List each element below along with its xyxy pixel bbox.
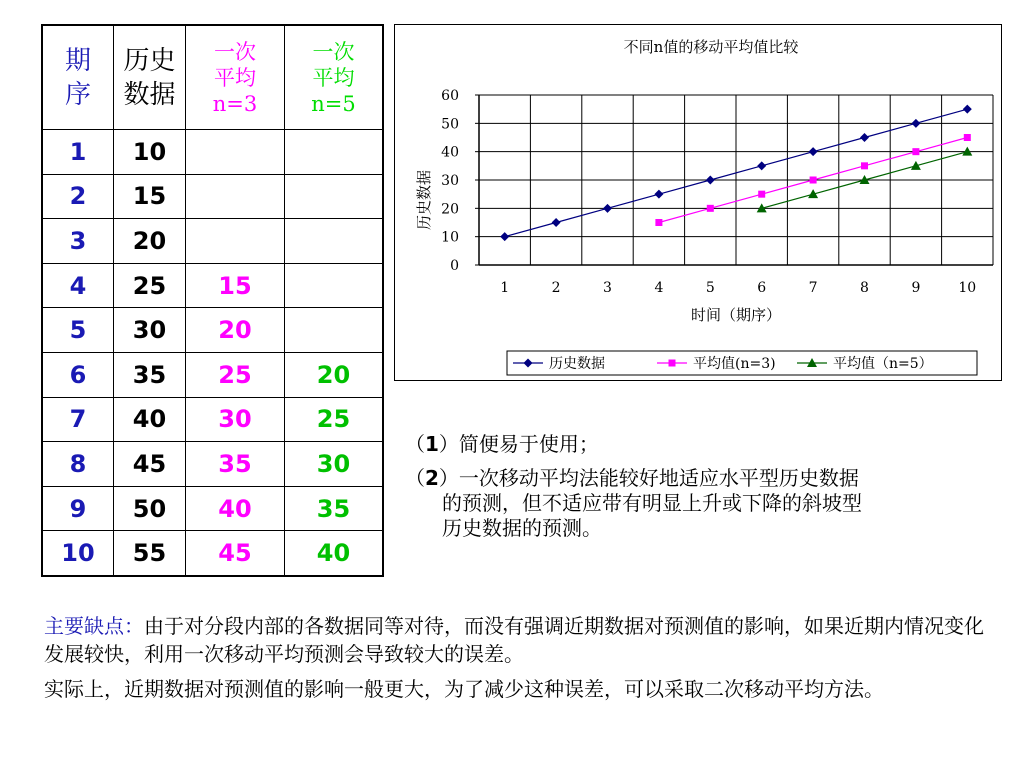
table-row [42,174,383,219]
cell-avg-n3: 30 [186,397,285,442]
main-drawback-text: 由于对分段内部的各数据同等对待，而没有强调近期数据对预测值的影响，如果近期内情况变化发展较快，利用一次移动平均预测会导致较大的误差。 [44,614,984,666]
y-tick-label: 30 [441,173,459,189]
table-row [42,486,383,531]
header-period-line2: 序 [64,79,91,110]
cell-period: 6 [42,352,114,397]
moving-average-table [41,24,384,577]
cell-avg-n3 [186,130,285,175]
cell-history: 15 [114,174,186,219]
practice-text: 实际上，近期数据对预测值的影响一般更大，为了减少这种误差，可以采取二次移动平均方法。 [44,677,884,701]
cell-avg-n3: 25 [186,352,285,397]
cell-avg-n3: 35 [186,442,285,487]
header-avg-n3-line3: n=3 [212,91,258,116]
cell-avg-n5: 30 [285,442,384,487]
cell-period: 10 [42,531,114,576]
cell-history: 55 [114,531,186,576]
cell-history: 50 [114,486,186,531]
data-point [963,105,972,114]
y-tick-label: 20 [441,201,459,218]
cell-history: 25 [114,263,186,308]
cell-avg-n5 [285,130,384,175]
cell-period: 7 [42,397,114,442]
table-body [42,130,383,576]
note-2 [405,466,1005,541]
note-2-line3: 历史数据的预测。 [442,516,602,540]
x-tick-label: 2 [551,280,561,296]
cell-avg-n5 [285,263,384,308]
data-point [552,218,561,227]
x-tick-label: 5 [705,280,715,296]
note-2-prefix: （ [405,466,425,490]
main-drawback-paragraph [44,612,984,668]
data-point [810,177,817,184]
data-point [912,148,919,155]
header-avg-n5-line2: 平均 [312,65,355,90]
cell-period: 8 [42,442,114,487]
cell-period: 3 [42,219,114,264]
cell-history: 20 [114,219,186,264]
table-row [42,308,383,353]
cell-avg-n3: 20 [186,308,285,353]
table-row [42,397,383,442]
cell-avg-n3 [186,219,285,264]
data-point [500,232,509,241]
table-row [42,352,383,397]
y-tick-label: 60 [441,88,459,104]
cell-avg-n5 [285,219,384,264]
header-period [42,25,114,130]
cell-avg-n5 [285,308,384,353]
main-drawback-label: 主要缺点： [44,614,144,638]
chart-title: 不同n值的移动平均值比较 [623,38,799,56]
data-point [603,204,612,213]
legend-label: 历史数据 [549,356,605,372]
table-row [42,442,383,487]
cell-avg-n5: 20 [285,352,384,397]
cell-history: 45 [114,442,186,487]
cell-period: 1 [42,130,114,175]
note-1 [405,432,599,457]
cell-avg-n3: 45 [186,531,285,576]
data-point [911,119,920,128]
table-row [42,130,383,175]
y-tick-label: 0 [450,258,459,274]
data-point [809,147,818,156]
table-row [42,263,383,308]
note-1-prefix: （ [405,432,425,456]
cell-period: 4 [42,263,114,308]
header-history [114,25,186,130]
header-avg-n3-line1: 一次 [214,39,256,64]
note-2-number: 2 [425,466,439,490]
cell-avg-n3: 15 [186,263,285,308]
x-tick-label: 10 [958,280,977,296]
note-2-line2: 的预测，但不适应带有明显上升或下降的斜坡型 [442,491,862,515]
cell-avg-n3: 40 [186,486,285,531]
x-tick-label: 3 [603,280,612,296]
line-chart [395,25,1001,380]
note-1-number: 1 [425,432,439,456]
x-tick-label: 6 [757,280,767,296]
cell-history: 40 [114,397,186,442]
data-point [757,161,766,170]
data-point [758,191,765,198]
cell-avg-n5: 35 [285,486,384,531]
chart-container [394,24,1002,381]
data-point [655,219,662,226]
table-header-row [42,25,383,130]
cell-avg-n5: 25 [285,397,384,442]
x-axis-label: 时间（期序） [690,306,782,324]
cell-history: 35 [114,352,186,397]
x-tick-label: 8 [860,280,869,296]
cell-period: 9 [42,486,114,531]
cell-avg-n5: 40 [285,531,384,576]
cell-period: 5 [42,308,114,353]
header-period-line1: 期 [64,45,91,76]
y-tick-label: 40 [441,144,459,161]
legend-label: 平均值(n=3) [693,356,776,372]
table-row [42,531,383,576]
x-tick-label: 9 [911,280,921,296]
header-avg-n5-line1: 一次 [312,39,355,64]
header-history-line2: 数据 [123,79,176,110]
data-point [964,134,971,141]
cell-history: 30 [114,308,186,353]
header-avg-n5-line3: n=5 [311,91,356,116]
data-point [962,147,972,156]
y-axis-label: 历史数据 [415,169,433,231]
header-history-line1: 历史 [123,45,176,76]
cell-avg-n5 [285,174,384,219]
note-2-line1: ）一次移动平均法能较好地适应水平型历史数据 [438,466,859,490]
table-row [42,219,383,264]
data-point [861,162,868,169]
legend-marker [669,360,676,367]
data-point [707,205,714,212]
cell-history: 10 [114,130,186,175]
practice-paragraph [44,675,984,703]
note-1-text: ）简便易于使用； [438,432,599,456]
y-tick-label: 10 [441,229,459,246]
header-avg-n5 [285,25,384,130]
x-tick-label: 7 [808,280,818,296]
data-point [860,133,869,142]
data-point [654,190,663,199]
header-avg-n3-line2: 平均 [214,65,256,90]
cell-avg-n3 [186,174,285,219]
legend-label: 平均值（n=5） [833,356,933,372]
x-tick-label: 4 [654,280,664,296]
y-tick-label: 50 [441,116,459,133]
data-point [706,176,715,185]
cell-period: 2 [42,174,114,219]
x-tick-label: 1 [500,280,510,296]
header-avg-n3 [186,25,285,130]
